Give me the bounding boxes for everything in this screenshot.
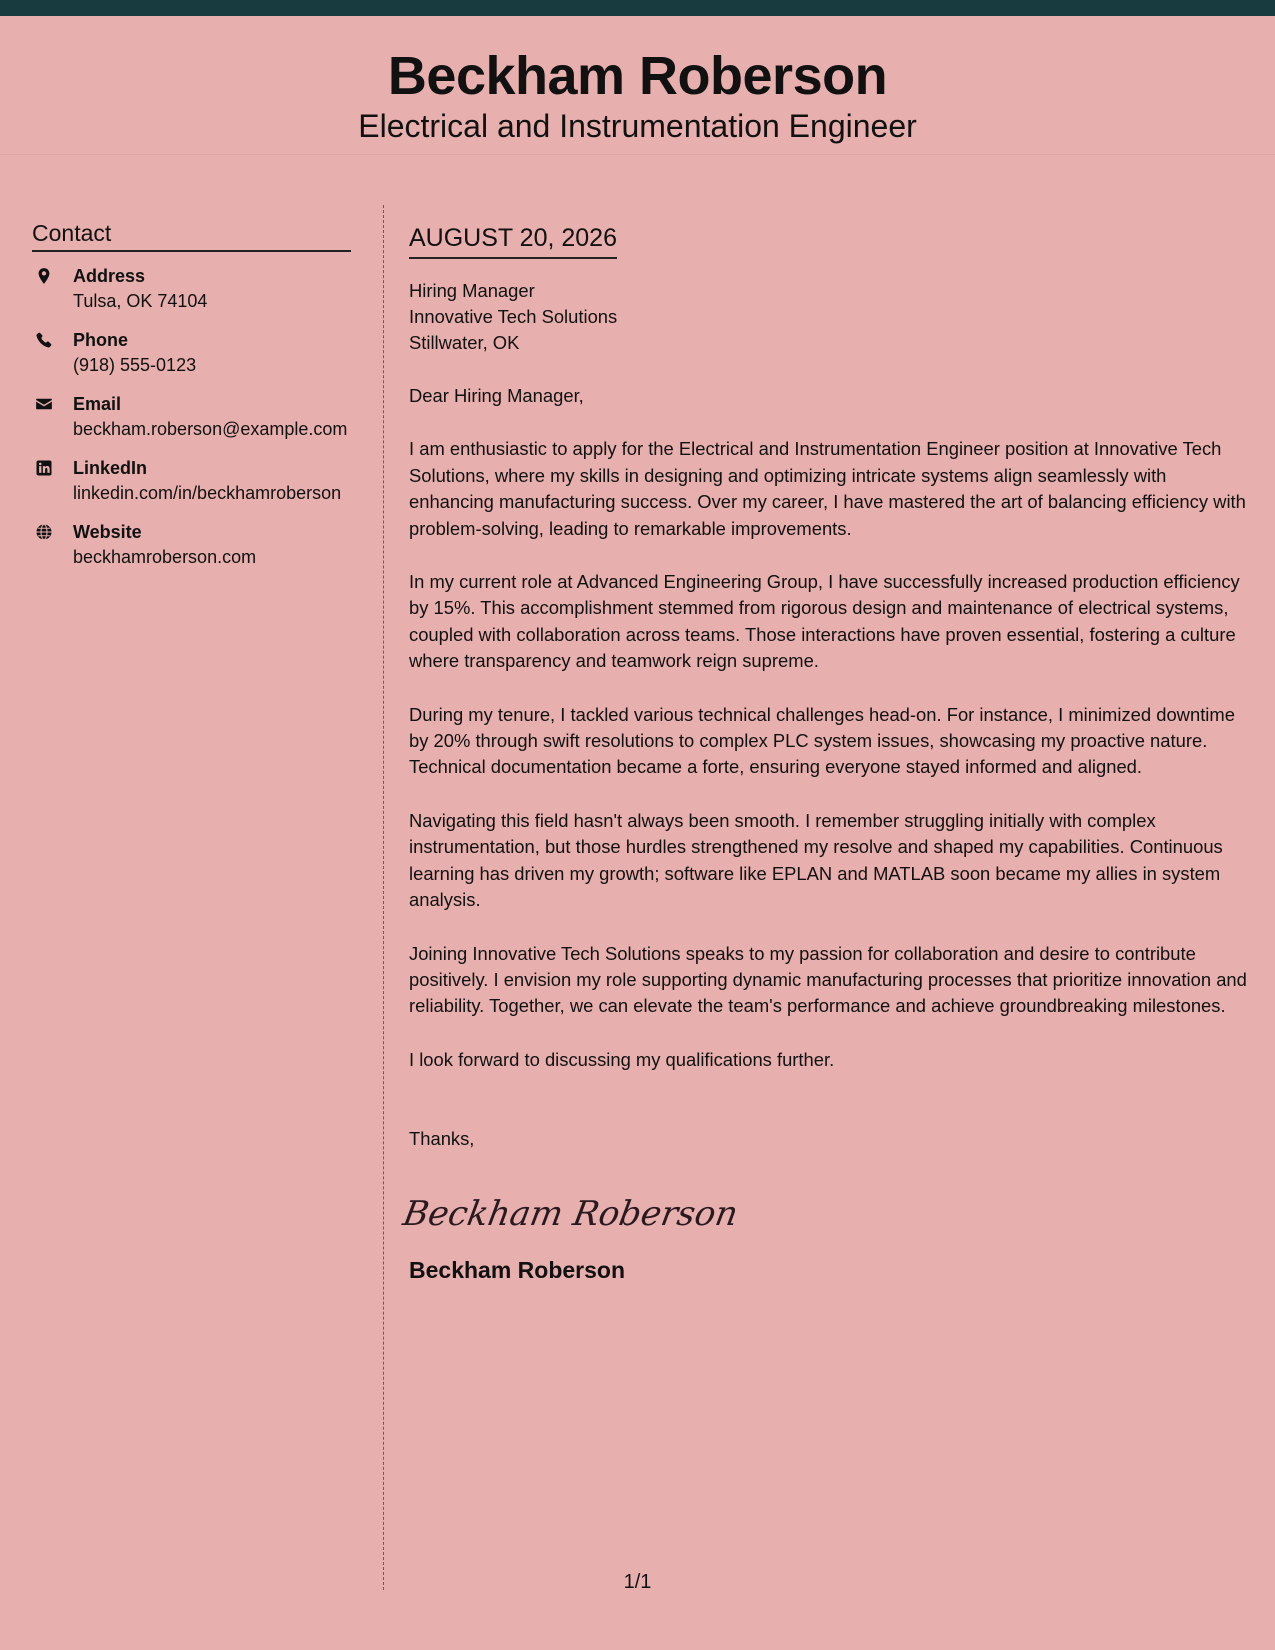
contact-item-website: [32, 520, 351, 570]
phone-icon: [32, 328, 73, 378]
salutation: Dear Hiring Manager,: [409, 385, 584, 406]
signature-text: Beckham Roberson: [400, 1193, 741, 1234]
address-value: Tulsa, OK 74104: [73, 291, 208, 311]
linkedin-link[interactable]: linkedin.com/in/beckhamroberson: [73, 483, 342, 503]
contact-sidebar: [32, 218, 351, 584]
envelope-icon: [32, 392, 73, 442]
contact-label: Phone: [73, 330, 129, 350]
contact-label: LinkedIn: [73, 458, 148, 478]
contact-label: Website: [73, 522, 142, 542]
job-title: Electrical and Instrumentation Engineer: [358, 108, 917, 144]
contact-label: Email: [73, 394, 122, 414]
letter-paragraph: In my current role at Advanced Engineering Group, I have successfully increased production efficiency by 15%. This accomplishment stemmed from rigorous design and maintenance of electrical systems, coupled with collaboration across teams. Those interactions have proven essential, fostering a culture where transparency and teamwork reign supreme.: [409, 571, 1240, 672]
recipient-line: Hiring Manager: [409, 280, 535, 301]
signed-name: Beckham Roberson: [409, 1256, 626, 1283]
contact-item-address: [32, 264, 351, 314]
recipient-line: Innovative Tech Solutions: [409, 306, 618, 327]
letter-paragraph: Joining Innovative Tech Solutions speaks to my passion for collaboration and desire to contribute positively. I envision my role supporting dynamic manufacturing processes that prioritize innovation and reliability. Together, we can elevate the team's performance and achieve groundbreaking milestones.: [409, 942, 1247, 1017]
recipient-block: [409, 278, 1249, 356]
applicant-name: Beckham Roberson: [387, 46, 888, 106]
handwritten-signature: [400, 1183, 1249, 1239]
contact-item-email: [32, 392, 351, 442]
contact-item-linkedin: [32, 456, 351, 506]
letter-paragraph: Navigating this field hasn't always been smooth. I remember struggling initially with complex instrumentation, but those hurdles strengthened my resolve and shaped my capabilities. Continuous learning has driven my growth; software like EPLAN and MATLAB soon became my allies in system analysis.: [409, 809, 1223, 911]
contact-heading: Contact: [32, 218, 351, 252]
letter-paragraph: I look forward to discussing my qualifications further.: [409, 1048, 835, 1070]
letter-body: [400, 222, 1249, 1285]
recipient-line: Stillwater, OK: [409, 332, 520, 353]
contact-label: Address: [73, 266, 146, 286]
linkedin-icon: [32, 456, 73, 506]
map-pin-icon: [32, 264, 73, 314]
letter-paragraph: During my tenure, I tackled various technical challenges head-on. For instance, I minimized downtime by 20% through swift resolutions to complex PLC system issues, showcasing my proactive nature. Technical documentation became a forte, ensuring everyone stayed informed and aligned.: [409, 703, 1235, 778]
top-accent-bar: [0, 0, 1275, 16]
email-link[interactable]: beckham.roberson@example.com: [73, 419, 348, 439]
letter-date: AUGUST 20, 2026: [409, 222, 617, 259]
letter-paragraph: I am enthusiastic to apply for the Electrical and Instrumentation Engineer position at Innovative Tech Solutions, where my skills in designing and optimizing intricate systems align seamlessly with enhancing manufacturing success. Over my career, I have mastered the art of balancing efficiency with problem-solving, leading to remarkable improvements.: [409, 438, 1246, 539]
page-number: 1/1: [623, 1571, 652, 1593]
column-divider: [383, 205, 384, 1590]
globe-icon: [32, 520, 73, 570]
contact-item-phone: [32, 328, 351, 378]
website-link[interactable]: beckhamroberson.com: [73, 547, 257, 567]
phone-value[interactable]: (918) 555-0123: [73, 355, 197, 375]
page-header: [0, 16, 1275, 155]
closing: Thanks,: [409, 1128, 475, 1150]
